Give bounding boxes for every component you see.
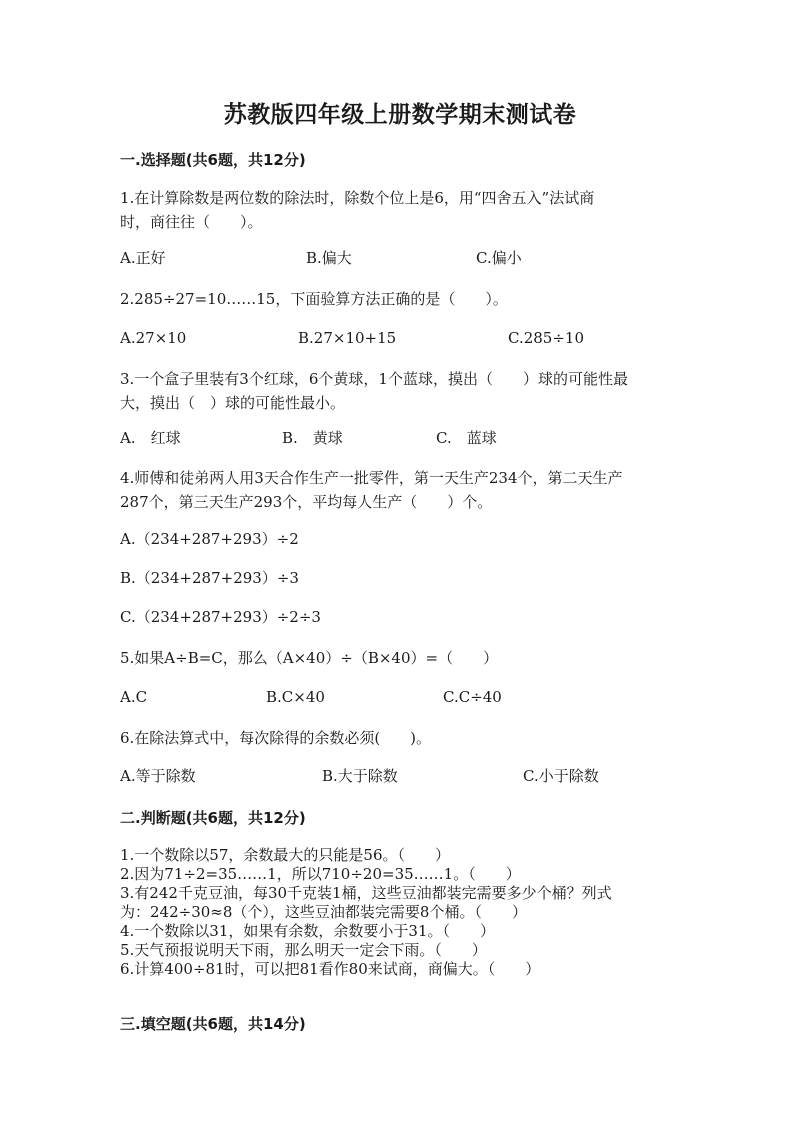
question-1-line-1: 1.在计算除数是两位数的除法时，除数个位上是6，用“四舍五入”法试商 (120, 189, 595, 207)
question-2-option-a: A.27×10 (120, 329, 187, 347)
question-2 (120, 287, 690, 311)
exam-title: 苏教版四年级上册数学期末测试卷 (223, 101, 577, 128)
question-3-line-2: 大，摸出（ ）球的可能性最小。 (120, 394, 346, 412)
question-6-option-a: A.等于除数 (120, 767, 196, 785)
question-3-option-a: A. 红球 (120, 429, 181, 447)
question-3-option-c: C. 蓝球 (436, 429, 497, 447)
section-heading-fill: 三.填空题(共6题，共14分) (120, 1015, 306, 1033)
question-2-option-c: C.285÷10 (508, 329, 584, 347)
question-4-line-2: 287个，第三天生产293个，平均每人生产（ ）个。 (120, 493, 493, 511)
question-4-option-c: C.（234+287+293）÷2÷3 (120, 608, 321, 626)
question-1-option-a: A.正好 (120, 249, 166, 267)
question-3 (120, 367, 690, 415)
judge-item-4: 4.一个数除以31，如果有余数，余数要小于31。（ ） (120, 922, 495, 940)
question-1-option-c: C.偏小 (476, 249, 522, 267)
question-1-option-b: B.偏大 (306, 249, 352, 267)
question-4-line-1: 4.师傅和徒弟两人用3天合作生产一批零件，第一天生产234个，第二天生产 (120, 469, 623, 487)
judge-item-5: 5.天气预报说明天下雨，那么明天一定会下雨。（ ） (120, 941, 487, 959)
question-6-option-b: B.大于除数 (322, 767, 398, 785)
question-5-option-b: B.C×40 (266, 688, 325, 706)
judge-item-1: 1.一个数除以57，余数最大的只能是56。（ ） (120, 846, 450, 864)
question-5-line-1: 5.如果A÷B=C，那么（A×40）÷（B×40）=（ ） (120, 649, 499, 667)
question-5-option-c: C.C÷40 (443, 688, 502, 706)
judge-list (120, 846, 700, 979)
question-4-option-a: A.（234+287+293）÷2 (120, 530, 299, 548)
question-1-line-2: 时，商往往（ ）。 (120, 213, 263, 231)
question-4 (120, 466, 690, 514)
question-1 (120, 186, 690, 234)
question-4-option-b: B.（234+287+293）÷3 (120, 569, 299, 587)
question-6-line-1: 6.在除法算式中，每次除得的余数必须( )。 (120, 729, 432, 747)
question-5 (120, 646, 690, 670)
judge-item-3-line-1: 3.有242千克豆油，每30千克装1桶，这些豆油都装完需要多少个桶？列式 (120, 884, 612, 902)
judge-item-2: 2.因为71÷2=35……1，所以710÷20=35……1。（ ） (120, 865, 521, 883)
judge-item-3-line-2: 为：242÷30≈8（个），这些豆油都装完需要8个桶。（ ） (120, 903, 527, 921)
question-2-option-b: B.27×10+15 (298, 329, 397, 347)
question-2-line-1: 2.285÷27=10……15，下面验算方法正确的是（ ）。 (120, 290, 508, 308)
question-3-line-1: 3.一个盒子里装有3个红球，6个黄球，1个蓝球，摸出（ ）球的可能性最 (120, 370, 628, 388)
question-5-option-a: A.C (120, 688, 148, 706)
section-heading-judge: 二.判断题(共6题，共12分) (120, 809, 306, 827)
question-6 (120, 726, 690, 750)
judge-item-6: 6.计算400÷81时，可以把81看作80来试商，商偏大。（ ） (120, 960, 541, 978)
question-6-option-c: C.小于除数 (523, 767, 599, 785)
section-heading-choice: 一.选择题(共6题，共12分) (120, 151, 306, 169)
question-3-option-b: B. 黄球 (282, 429, 343, 447)
